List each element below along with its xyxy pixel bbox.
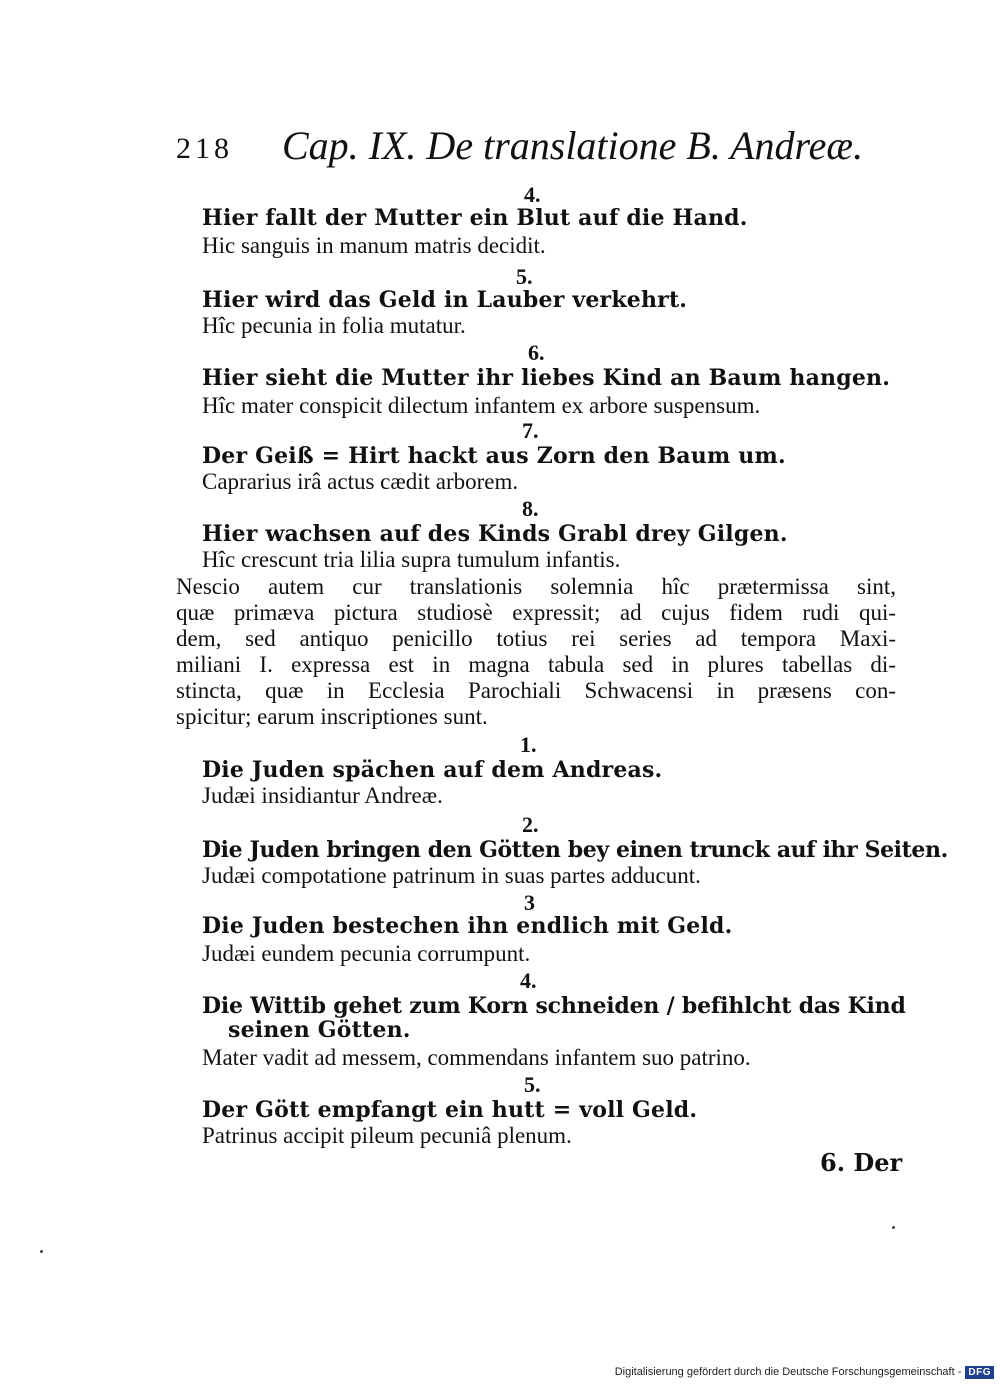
catchword: 6. Der (820, 1148, 903, 1177)
paragraph-line: Nescio autem cur translationis solemnia hîc prætermissa sint, (176, 574, 896, 599)
dfg-logo: DFG (965, 1366, 994, 1379)
paragraph-line: miliani I. expressa est in magna tabula sed in plures tabellas di- (176, 652, 896, 677)
running-title: Cap. IX. De translatione B. Andreæ. (282, 123, 864, 168)
entry-number: 1. (520, 732, 537, 757)
german-line-continued: seinen Götten. (228, 1017, 411, 1043)
scan-speck (892, 1226, 895, 1229)
scan-speck (40, 1250, 43, 1253)
page-number: 218 (176, 132, 233, 165)
latin-line: Hic sanguis in manum matris decidit. (202, 233, 546, 258)
german-line: Die Juden spächen auf dem Andreas. (202, 757, 663, 783)
paragraph-line: spicitur; earum inscriptiones sunt. (176, 704, 488, 729)
german-line: Hier wird das Geld in Lauber verkehrt. (202, 287, 688, 313)
latin-line: Hîc mater conspicit dilectum infantem ex arbore suspensum. (202, 393, 761, 418)
latin-paragraph (176, 574, 896, 730)
latin-line: Patrinus accipit pileum pecuniâ plenum. (202, 1123, 572, 1148)
entry-number: 3 (524, 890, 535, 915)
entry-number: 5. (516, 264, 533, 289)
latin-line: Hîc crescunt tria lilia supra tumulum infantis. (202, 547, 621, 572)
german-line: Der Gött empfangt ein hutt = voll Geld. (202, 1097, 698, 1123)
entry-number: 2. (522, 812, 539, 837)
latin-line: Judæi eundem pecunia corrumpunt. (202, 941, 531, 966)
footer-credit: Digitalisierung gefördert durch die Deutsche Forschungsgemeinschaft - (614, 1366, 962, 1378)
german-line: Hier wachsen auf des Kinds Grabl drey Gilgen. (202, 521, 788, 547)
page-header (176, 122, 864, 170)
german-line: Hier sieht die Mutter ihr liebes Kind an Baum hangen. (202, 365, 891, 391)
german-line: Der Geiß = Hirt hackt aus Zorn den Baum um. (202, 443, 786, 469)
latin-line: Judæi insidiantur Andreæ. (202, 783, 443, 808)
entry-number: 5. (524, 1072, 541, 1097)
entry-number: 4. (524, 182, 541, 207)
german-line: Die Juden bringen den Götten bey einen trunck auf ihr Seiten. (202, 837, 948, 863)
entry-number: 6. (528, 340, 545, 365)
german-line: Die Juden bestechen ihn endlich mit Geld. (202, 913, 733, 939)
entry-number: 8. (522, 496, 539, 521)
latin-line: Mater vadit ad messem, commendans infantem suo patrino. (202, 1045, 751, 1070)
digitization-footer (615, 1363, 994, 1381)
latin-line: Caprarius irâ actus cædit arborem. (202, 469, 519, 494)
paragraph-line: dem, sed antiquo penicillo totius rei series ad tempora Maxi- (176, 626, 896, 651)
paragraph-line: quæ primæva pictura studiosè expressit; ad cujus fidem rudi qui- (176, 600, 896, 625)
entry-number: 7. (522, 418, 539, 443)
latin-line: Judæi compotatione patrinum in suas partes adducunt. (202, 863, 701, 888)
latin-line: Hîc pecunia in folia mutatur. (202, 313, 466, 338)
paragraph-line: stincta, quæ in Ecclesia Parochiali Schwacensi in præsens con- (176, 678, 896, 703)
entry-number: 4. (520, 968, 537, 993)
german-line: Hier fallt der Mutter ein Blut auf die Hand. (202, 205, 748, 231)
german-line: Die Wittib gehet zum Korn schneiden / befihlcht das Kind (202, 993, 906, 1019)
